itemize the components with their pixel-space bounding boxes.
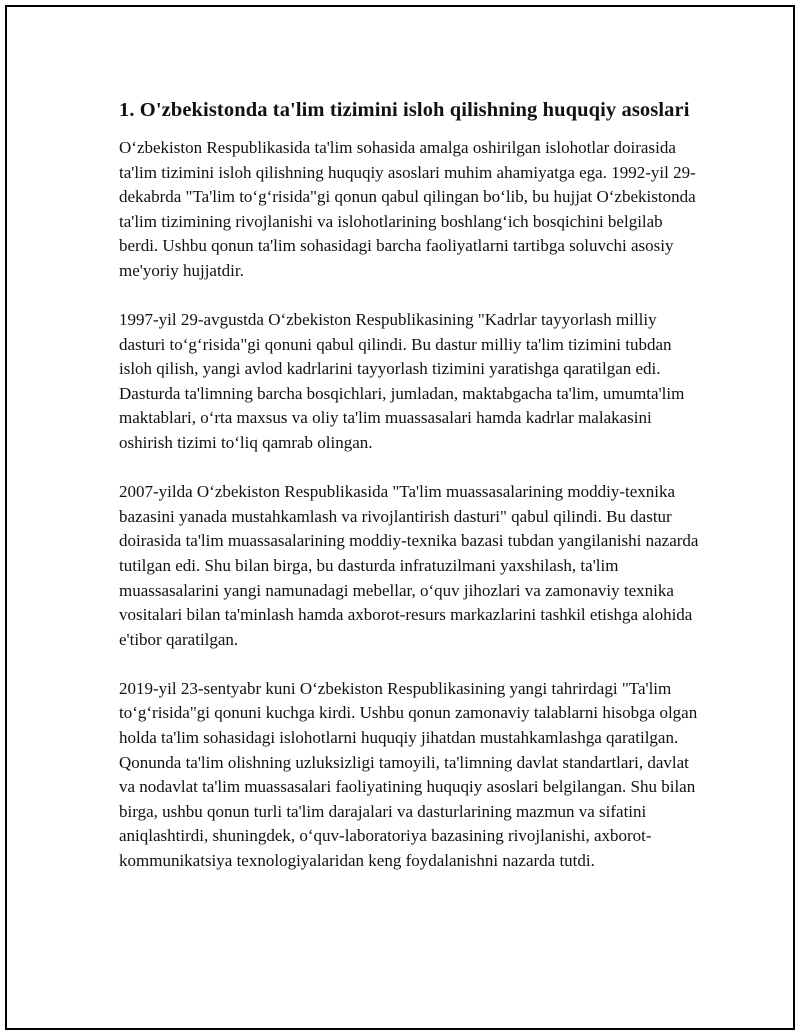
section-title: 1. O'zbekistonda ta'lim tizimini isloh qilishning huquqiy asoslari [119, 99, 690, 121]
paragraph-1997-program: 1997-yil 29-avgustda O‘zbekiston Respublikasining "Kadrlar tayyorlash milliy dasturi to‘g‘risida"gi qonuni qabul qilindi. Bu dastur milliy ta'lim tizimini tubdan isloh qilish, yangi avlod kadrlarini tayyorlash tizimini yaratishga qaratilgan edi. Dasturda ta'limning barcha bosqichlari, jumladan, maktabgacha ta'lim, umumta'lim maktablari, o‘rta maxsus va oliy ta'lim muassasalari hamda kadrlar malakasini oshirish tizimi to‘liq qamrab olingan. [119, 310, 685, 453]
page-frame [5, 5, 795, 1030]
paragraph-2019-law: 2019-yil 23-sentyabr kuni O‘zbekiston Respublikasining yangi tahrirdagi "Ta'lim to‘g‘risida"gi qonuni kuchga kirdi. Ushbu qonun zamonaviy talablarni hisobga olgan holda ta'lim sohasidagi islohotlarni huquqiy jihatdan mustahkamlashga qaratilgan. Qonunda ta'lim olishning uzluksizligi tamoyili, ta'limning davlat standartlari, davlat va nodavlat ta'lim muassasalari faoliyatining huquqiy asoslari belgilangan. Shu bilan birga, ushbu qonun turli ta'lim darajalari va dasturlarining mazmun va sifatini aniqlashtirdi, shuningdek, o‘quv-laboratoriya bazasining rivojlanishi, axborot-kommunikatsiya texnologiyalaridan keng foydalanishni nazarda tutdi. [119, 678, 698, 870]
paragraph-1992-law: O‘zbekiston Respublikasida ta'lim sohasida amalga oshirilgan islohotlar doirasida ta'lim tizimini isloh qilishning huquqiy asoslari muhim ahamiyatga ega. 1992-yil 29-dekabrda "Ta'lim to‘g‘risida"gi qonun qabul qilingan bo‘lib, bu hujjat O‘zbekistonda ta'lim tizimining rivojlanishi va islohotlarining boshlang‘ich bosqichini belgilab berdi. Ushbu qonun ta'lim sohasidagi barcha faoliyatlarni tartibga soluvchi asosiy me'yoriy hujjatdir. [119, 138, 696, 280]
paragraph-2007-program: 2007-yilda O‘zbekiston Respublikasida "Ta'lim muassasalarining moddiy-texnika bazasini yanada mustahkamlash va rivojlantirish dasturi" qabul qilindi. Bu dastur doirasida ta'lim muassasalarining moddiy-texnika bazasi tubdan yangilanishi nazarda tutilgan edi. Shu bilan birga, bu dasturda infratuzilmani yaxshilash, ta'lim muassasalarini yangi namunadagi mebellar, o‘quv jihozlari va zamonaviy texnika vositalari bilan ta'minlash hamda axborot-resurs markazlarini tashkil etishga alohida e'tibor qaratilgan. [119, 482, 699, 649]
document-body [119, 97, 705, 898]
